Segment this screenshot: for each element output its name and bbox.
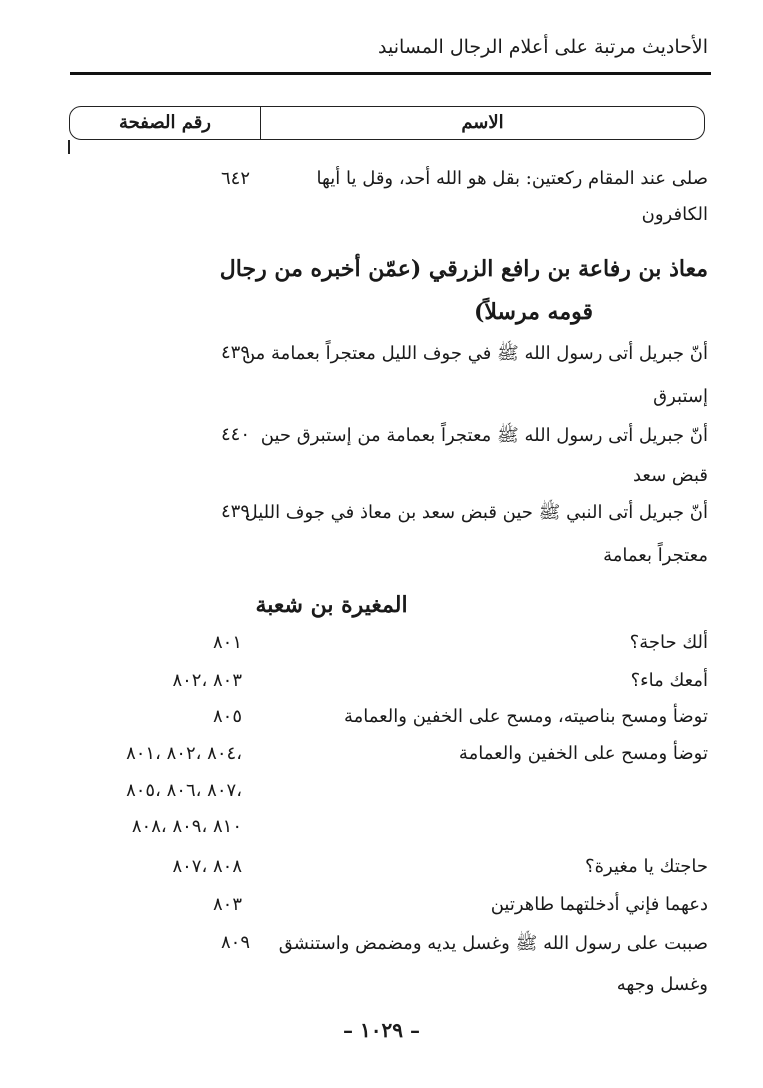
list-item bbox=[70, 632, 708, 662]
entry-text: توضأ ومسح بناصيته، ومسح على الخفين والعمامة bbox=[343, 706, 708, 727]
entry-pages: ٨٠١ bbox=[212, 632, 242, 653]
entry-text: أنّ جبريل أتى رسول الله ﷺ معتجراً بعمامة من إستبرق حين bbox=[260, 425, 708, 446]
entry-pages: ٨٠٨ ،٨٠٧ bbox=[172, 856, 242, 877]
list-item bbox=[70, 932, 708, 962]
entry-pages: ٨٠٩ bbox=[220, 932, 250, 953]
entry-pages: ٨٠٥ bbox=[212, 706, 242, 727]
section-title-mughira: المغيرة بن شعبة bbox=[255, 592, 408, 618]
list-item bbox=[70, 168, 708, 198]
entry-text: صلى عند المقام ركعتين: بقل هو الله أحد، وقل يا أيها bbox=[316, 168, 708, 189]
entry-pages: ٤٣٩ bbox=[220, 501, 250, 522]
entry-pages: ٤٤٠ bbox=[220, 424, 250, 445]
entry-pages: ،٨٠٧ ،٨٠٦ ،٨٠٥ bbox=[126, 780, 242, 801]
entry-text: أنّ جبريل أتى النبي ﷺ حين قبض سعد بن معاذ في جوف الليل bbox=[244, 502, 708, 523]
header-divider-tick bbox=[68, 140, 70, 154]
entry-pages: ٨١٠ ،٨٠٩ ،٨٠٨ bbox=[131, 816, 242, 837]
list-item bbox=[70, 465, 708, 495]
entry-text: حاجتك يا مغيرة؟ bbox=[585, 856, 708, 877]
entry-text: إستبرق bbox=[653, 386, 708, 407]
entry-pages: ٦٤٢ bbox=[220, 168, 250, 189]
column-header-name: الاسم bbox=[260, 107, 704, 139]
list-item bbox=[70, 974, 708, 1004]
entry-pages: ،٨٠٤ ،٨٠٢ ،٨٠١ bbox=[126, 743, 242, 764]
entry-text: الكافرون bbox=[641, 204, 708, 225]
entry-pages: ٨٠٣ bbox=[212, 894, 242, 915]
entry-text: قبض سعد bbox=[632, 465, 708, 486]
column-header bbox=[69, 106, 705, 140]
page-number: – ١٠٢٩ – bbox=[343, 1018, 420, 1042]
head-rule bbox=[70, 72, 711, 75]
entry-text: صببت على رسول الله ﷺ وغسل يديه ومضمض واستنشق bbox=[278, 933, 708, 954]
list-item bbox=[70, 816, 708, 846]
list-item bbox=[70, 424, 708, 454]
entry-text: ألك حاجة؟ bbox=[629, 632, 708, 653]
running-head: الأحاديث مرتبة على أعلام الرجال المسانيد bbox=[378, 36, 708, 58]
entry-text: توضأ ومسح على الخفين والعمامة bbox=[458, 743, 708, 764]
entry-text: أنّ جبريل أتى رسول الله ﷺ في جوف الليل معتجراً بعمامة من bbox=[241, 343, 708, 364]
list-item bbox=[70, 743, 708, 773]
list-item bbox=[70, 501, 708, 531]
list-item bbox=[70, 386, 708, 416]
list-item bbox=[70, 545, 708, 575]
list-item bbox=[70, 780, 708, 810]
list-item bbox=[70, 204, 708, 234]
entry-pages: ٨٠٣ ،٨٠٢ bbox=[172, 670, 242, 691]
list-item bbox=[70, 670, 708, 700]
entry-text: معتجراً بعمامة bbox=[603, 545, 708, 566]
section-title-muadh-line1: معاذ بن رفاعة بن رافع الزرقي (عمّن أخبره من رجال bbox=[219, 256, 708, 282]
entry-text: أمعك ماء؟ bbox=[630, 670, 708, 691]
list-item bbox=[70, 706, 708, 736]
entry-text: وغسل وجهه bbox=[616, 974, 708, 995]
column-header-page: رقم الصفحة bbox=[118, 112, 211, 133]
section-title-muadh-line2: قومه مرسلاً) bbox=[473, 299, 593, 325]
entry-text: دعهما فإني أدخلتهما طاهرتين bbox=[490, 894, 708, 915]
list-item bbox=[70, 894, 708, 924]
list-item bbox=[70, 342, 708, 372]
entry-pages: ٤٣٩ bbox=[220, 342, 250, 363]
list-item bbox=[70, 856, 708, 886]
